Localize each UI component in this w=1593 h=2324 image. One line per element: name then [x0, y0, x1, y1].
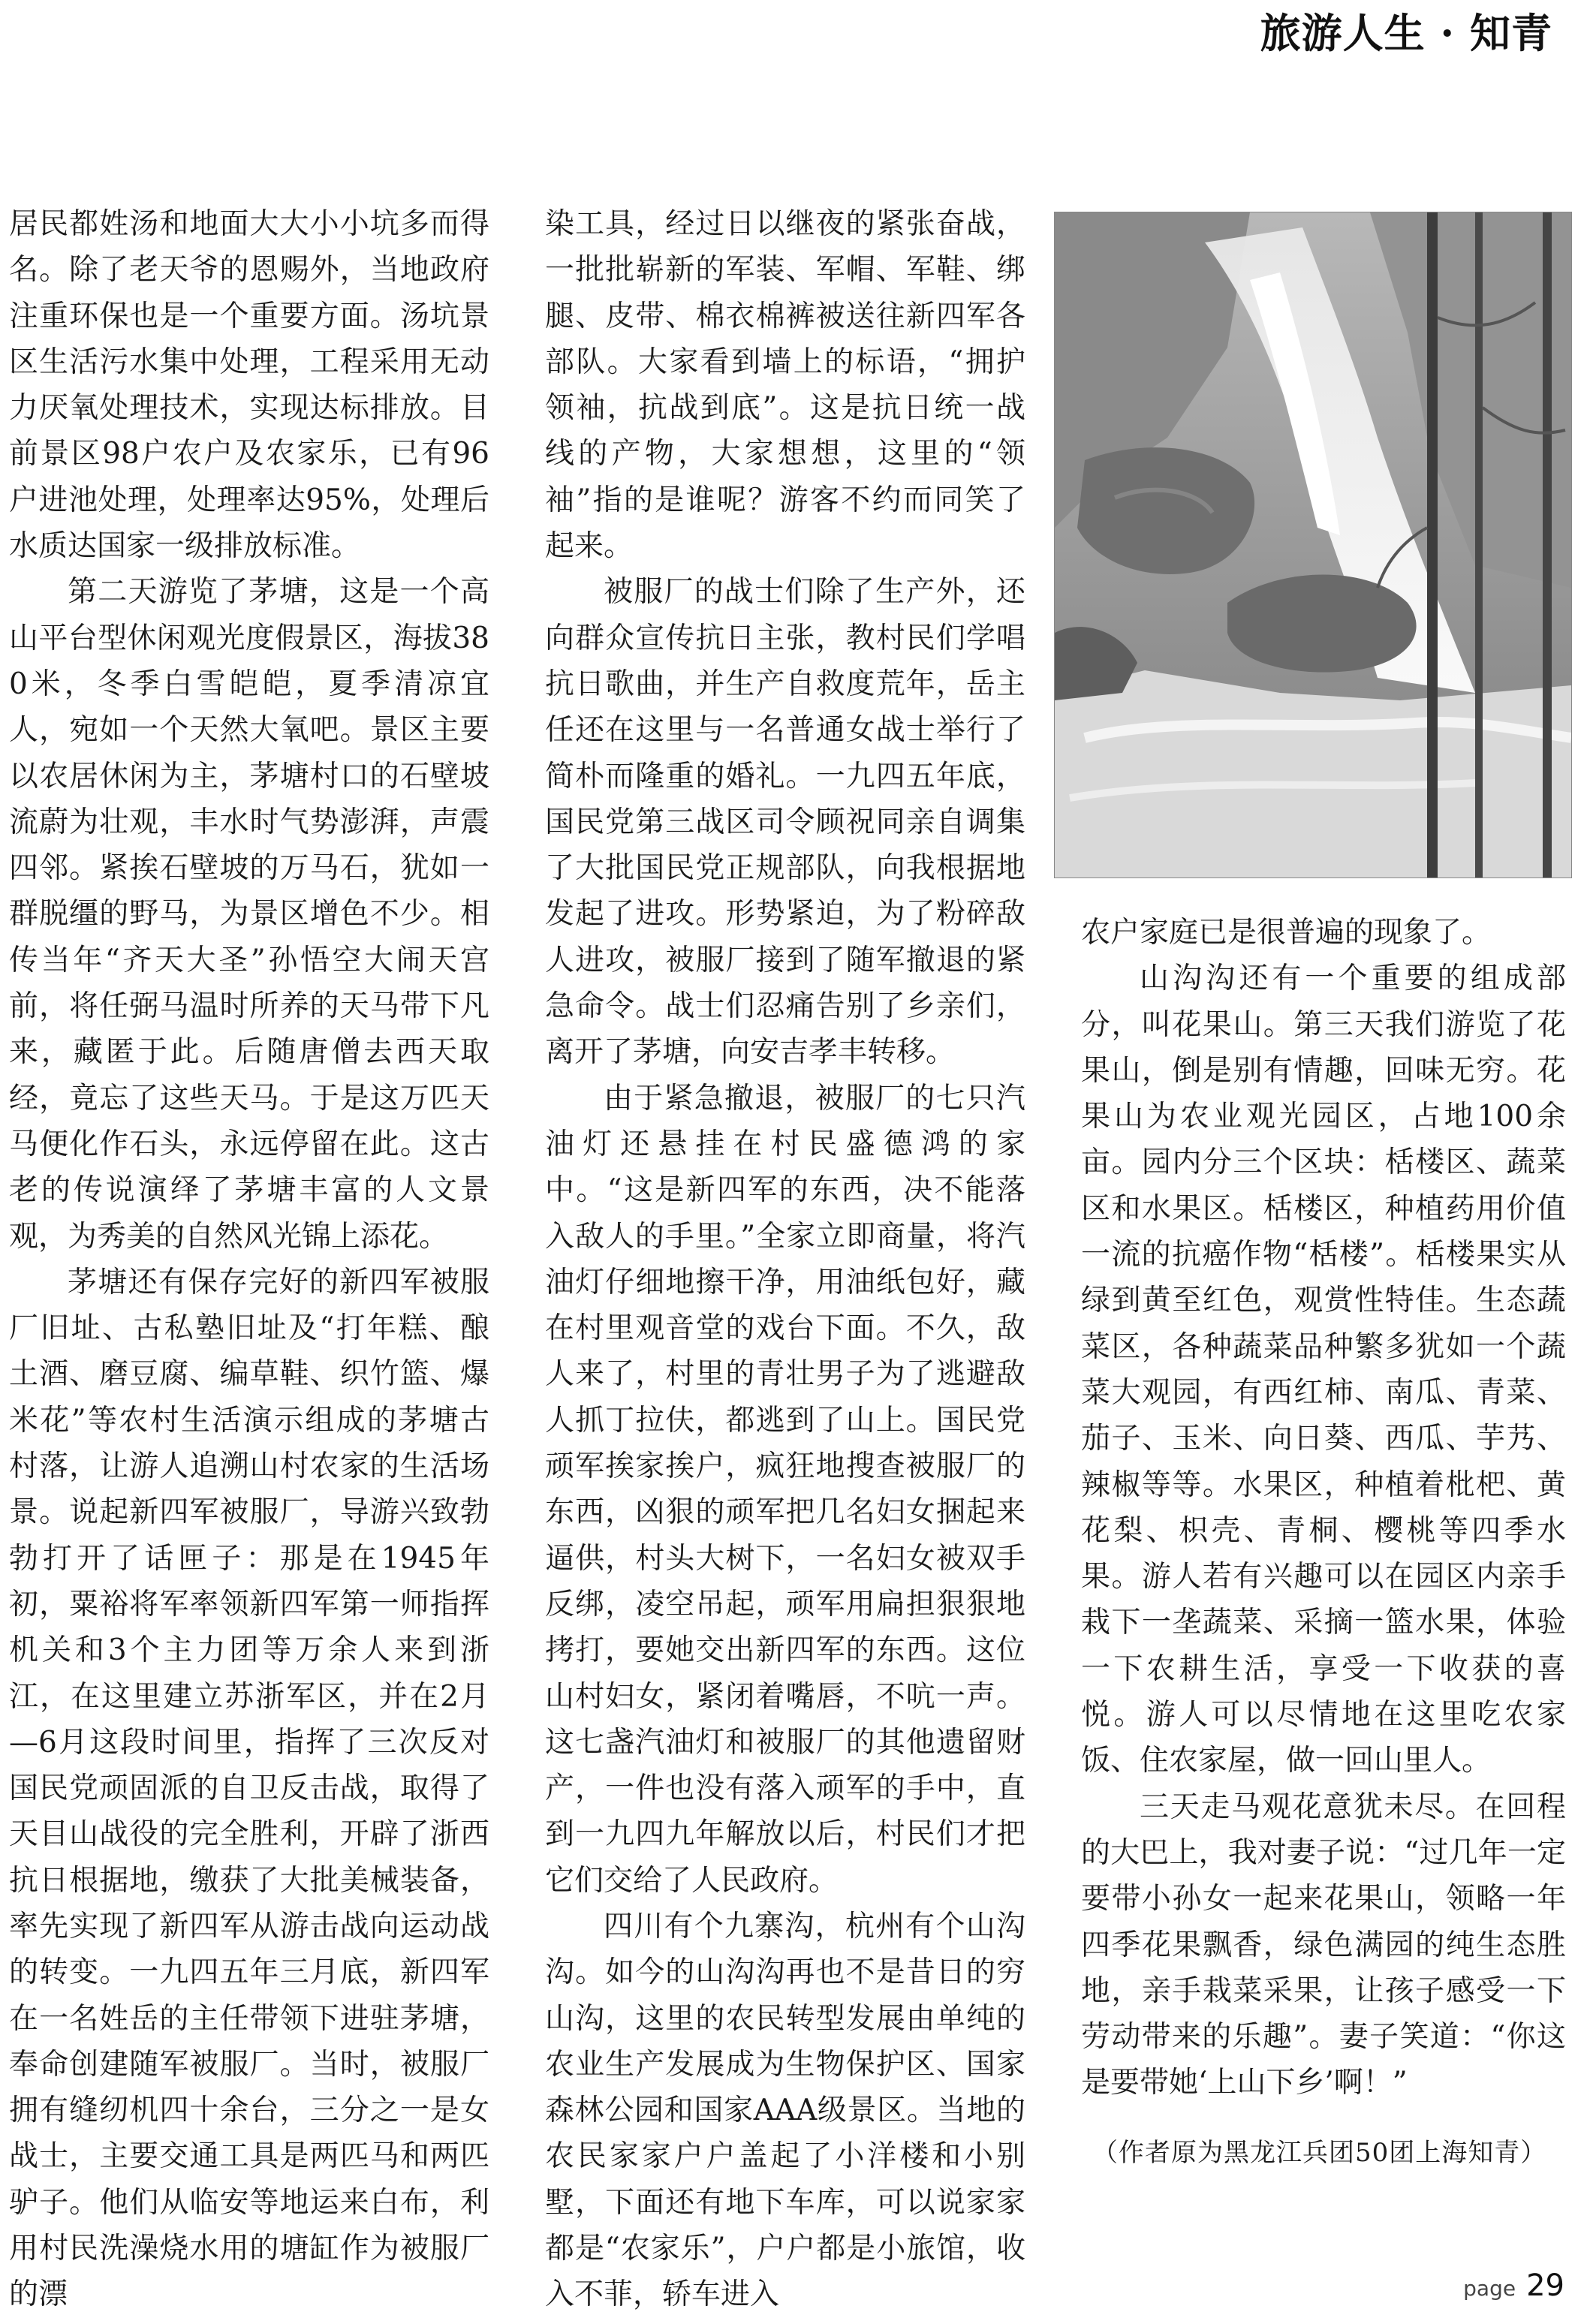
article-column-1 — [9, 201, 489, 2318]
article-column-2 — [545, 201, 1025, 2318]
page-number: 29 — [1526, 2268, 1564, 2303]
paragraph: 三天走马观花意犹未尽。在回程的大巴上，我对妻子说：“过几年一定要带小孙女一起来花果山，领略一年四季花果飘香，绿色满园的纯生态胜地，亲手栽菜采果，让孩子感受一下劳动带来的乐趣”。妻子笑道：“你这是要带她‘上山下乡’啊！” — [1081, 1790, 1566, 2100]
page-footer — [1463, 2268, 1564, 2303]
paragraph: 染工具，经过日以继夜的紧张奋战，一批批崭新的军装、军帽、军鞋、绑腿、皮带、棉衣棉裤被送往新四军各部队。大家看到墙上的标语，“拥护领袖，抗战到底”。这是抗日统一战线的产物，大家想想，这里的“领袖”指的是谁呢？游客不约而同笑了起来。 — [545, 207, 1025, 564]
article-column-3 — [1081, 910, 1566, 2106]
waterfall-photo — [1054, 212, 1572, 878]
paragraph: 被服厂的战士们除了生产外，还向群众宣传抗日主张，教村民们学唱抗日歌曲，并生产自救度荒年，岳主任还在这里与一名普通女战士举行了简朴而隆重的婚礼。一九四五年底，国民党第三战区司令顾祝同亲自调集了大批国民党正规部队，向我根据地发起了进攻。形势紧迫，为了粉碎敌人进攻，被服厂接到了随军撤退的紧急命令。战士们忍痛告别了乡亲们，离开了茅塘，向安吉孝丰转移。 — [545, 575, 1025, 1070]
paragraph: 第二天游览了茅塘，这是一个高山平台型休闲观光度假景区，海拔380米，冬季白雪皑皑，夏季清凉宜人，宛如一个天然大氧吧。景区主要以农居休闲为主，茅塘村口的石壁坡流蔚为壮观，丰水时气势澎湃，声震四邻。紧挨石壁坡的万马石，犹如一群脱缰的野马，为景区增色不少。相传当年“齐天大圣”孙悟空大闹天宫前，将任弼马温时所养的天马带下凡来，藏匿于此。后随唐僧去西天取经，竟忘了这些天马。于是这万匹天马便化作石头，永远停留在此。这古老的传说演绎了茅塘丰富的人文景观，为秀美的自然风光锦上添花。 — [9, 575, 489, 1254]
paragraph: 山沟沟还有一个重要的组成部分，叫花果山。第三天我们游览了花果山，倒是别有情趣，回味无穷。花果山为农业观光园区，占地100余亩。园内分三个区块：栝楼区、蔬菜区和水果区。栝楼区，种植药用价值一流的抗癌作物“栝楼”。栝楼果实从绿到黄至红色，观赏性特佳。生态蔬菜区，各种蔬菜品种繁多犹如一个蔬菜大观园，有西红柿、南瓜、青菜、茄子、玉米、向日葵、西瓜、芋艿、辣椒等等。水果区，种植着枇杷、黄花梨、枳壳、青桐、樱桃等四季水果。游人若有兴趣可以在园区内亲手栽下一垄蔬菜、采摘一篮水果，体验一下农耕生活，享受一下收获的喜悦。游人可以尽情地在这里吃农家饭、住农家屋，做一回山里人。 — [1081, 962, 1566, 1778]
page-label: page — [1463, 2276, 1516, 2301]
section-header: 旅游人生 · 知青 — [1260, 9, 1552, 57]
paragraph: 茅塘还有保存完好的新四军被服厂旧址、古私塾旧址及“打年糕、酿土酒、磨豆腐、编草鞋、织竹篮、爆米花”等农村生活演示组成的茅塘古村落，让游人追溯山村农家的生活场景。说起新四军被服厂，导游兴致勃勃打开了话匣子：那是在1945年初，粟裕将军率领新四军第一师指挥机关和3个主力团等万余人来到浙江，在这里建立苏浙军区，并在2月—6月这段时间里，指挥了三次反对国民党顽固派的自卫反击战，取得了天目山战役的完全胜利，开辟了浙西抗日根据地，缴获了大批美械装备，率先实现了新四军从游击战向运动战的转变。一九四五年三月底，新四军在一名姓岳的主任带领下进驻茅塘，奉命创建随军被服厂。当时，被服厂拥有缝纫机四十余台，三分之一是女战士，主要交通工具是两匹马和两匹驴子。他们从临安等地运来白布，利用村民洗澡烧水用的塘缸作为被服厂的漂 — [9, 1265, 489, 2312]
paragraph: 居民都姓汤和地面大大小小坑多而得名。除了老天爷的恩赐外，当地政府注重环保也是一个重要方面。汤坑景区生活污水集中处理，工程采用无动力厌氧处理技术，实现达标排放。目前景区98户农户及农家乐，已有96户进池处理，处理率达95%，处理后水质达国家一级排放标准。 — [9, 207, 489, 564]
paragraph: 四川有个九寨沟，杭州有个山沟沟。如今的山沟沟再也不是昔日的穷山沟，这里的农民转型发展由单纯的农业生产发展成为生物保护区、国家森林公园和国家AAA级景区。当地的农民家家户户盖起了小洋楼和小别墅，下面还有地下车库，可以说家家都是“农家乐”，户户都是小旅馆，收入不菲，轿车进入 — [545, 1909, 1025, 2312]
paragraph: 农户家庭已是很普遍的现象了。 — [1081, 916, 1492, 950]
author-note: （作者原为黑龙江兵团50团上海知青） — [1092, 2138, 1547, 2168]
paragraph: 由于紧急撤退，被服厂的七只汽油灯还悬挂在村民盛德鸿的家中。“这是新四军的东西，决不能落入敌人的手里。”全家立即商量，将汽油灯仔细地擦干净，用油纸包好，藏在村里观音堂的戏台下面。不久，敌人来了，村里的青壮男子为了逃避敌人抓丁拉伕，都逃到了山上。国民党顽军挨家挨户，疯狂地搜查被服厂的东西，凶狠的顽军把几名妇女捆起来逼供，村头大树下，一名妇女被双手反绑，凌空吊起，顽军用扁担狠狠地拷打，要她交出新四军的东西。这位山村妇女，紧闭着嘴唇，不吭一声。这七盏汽油灯和被服厂的其他遗留财产，一件也没有落入顽军的手中，直到一九四九年解放以后，村民们才把它们交给了人民政府。 — [545, 1081, 1025, 1898]
